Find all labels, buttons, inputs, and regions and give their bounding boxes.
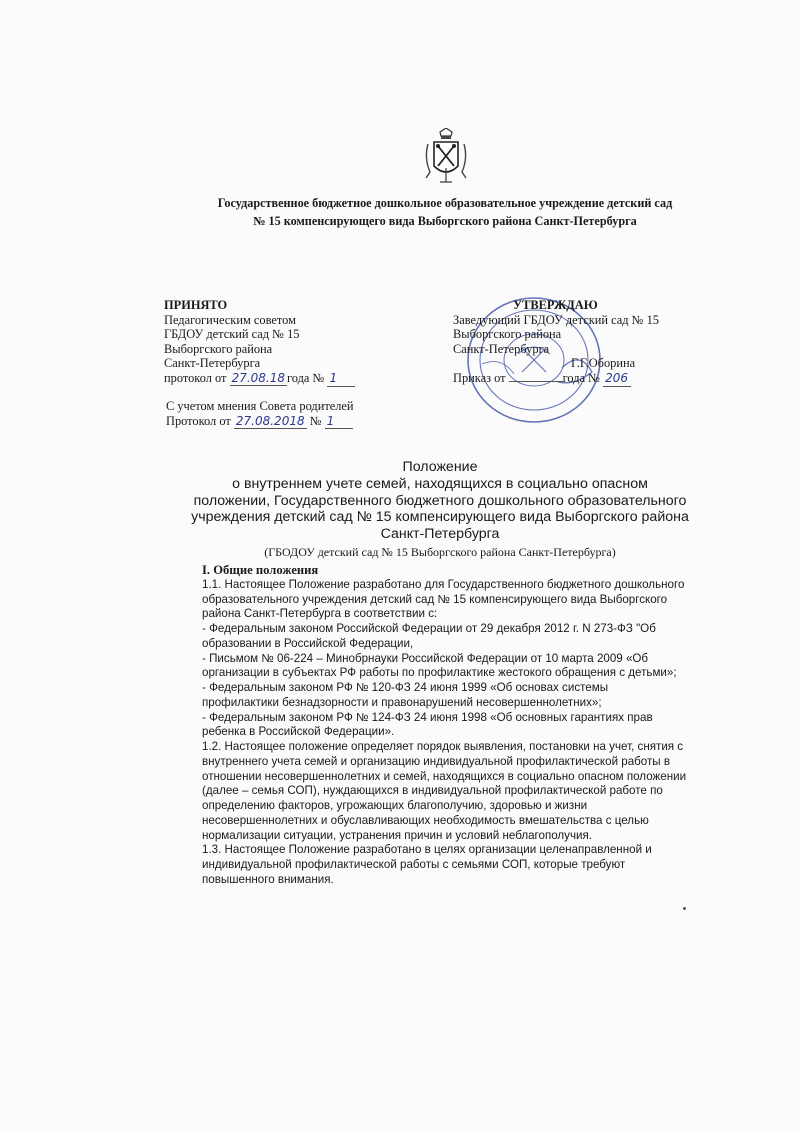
body-line: района Санкт-Петербурга в соответствии с:: [202, 607, 438, 621]
council-protocol-date: 27.08.2018: [235, 413, 305, 428]
approved-order-year-label: года №: [562, 370, 600, 385]
body-line: профилактики безнадзорности и правонарушений несовершеннолетних»;: [202, 695, 602, 709]
council-line-1: С учетом мнения Совета родителей: [166, 399, 354, 413]
parents-council-block: [166, 399, 446, 429]
org-line-2: № 15 компенсирующего вида Выборгского района Санкт-Петербурга: [253, 214, 637, 228]
org-line-1: Государственное бюджетное дошкольное образовательное учреждение детский сад: [217, 196, 673, 210]
body-line: - Федеральным законом Российской Федерации от 29 декабря 2012 г. N 273-ФЗ "Об: [202, 622, 656, 635]
body-line: - Письмом № 06-224 – Минобрнауки Российской Федерации от 10 марта 2009 «Об: [202, 651, 649, 665]
body-line: - Федеральным законом РФ № 120-ФЗ 24 июня 1999 «Об основах системы: [202, 681, 609, 694]
section-heading: I. Общие положения: [202, 563, 319, 577]
accepted-protocol-year-label: года №: [287, 370, 325, 385]
body-line: (далее – семья СОП), нуждающихся в индивидуальной профилактической работе по: [202, 784, 663, 798]
body-line: 1.1. Настоящее Положение разработано для Государственного бюджетного дошкольного: [202, 577, 685, 591]
body-line: 1.2. Настоящее положение определяет порядок выявления, постановки на учет, снятия с: [202, 740, 684, 753]
body-line: нормализации ситуации, устранения причин и условий неблагополучия.: [202, 828, 592, 842]
accepted-protocol: [164, 371, 434, 387]
title-line-4: учреждения детский сад № 15 компенсирующего вида Выборгского района: [191, 509, 689, 526]
approved-signatory-row: [453, 356, 693, 371]
accepted-protocol-date: 27.08.18: [231, 370, 286, 385]
accepted-protocol-prefix: протокол от: [164, 370, 227, 385]
body-line: образовательного учреждения детский сад № 15 компенсирующего вида Выборгского: [202, 592, 668, 606]
accepted-line-1: Педагогическим советом: [164, 312, 296, 327]
body-line: отношении несовершеннолетних и семей, находящихся в социально опасном положении: [202, 769, 687, 783]
document-title: [180, 459, 700, 560]
body-line: ребенка в Российской Федерации».: [202, 725, 395, 739]
approved-block: [453, 298, 693, 387]
title-line-5: Санкт-Петербурга: [380, 526, 500, 543]
council-protocol-prefix: Протокол от: [166, 413, 231, 428]
scan-speck: [683, 907, 686, 910]
title-line-3: положении, Государственного бюджетного дошкольного образовательного: [193, 492, 687, 509]
body-line: 1.3. Настоящее Положение разработано в целях организации целенаправленной и: [202, 843, 652, 857]
approved-heading: УТВЕРЖДАЮ: [513, 298, 598, 312]
accepted-line-4: Санкт-Петербурга: [164, 356, 261, 371]
body-line: несовершеннолетних и обуславливающих необходимость вмешательства с целью: [202, 813, 649, 827]
body-line: определению факторов, угрожающих благополучию, здоровью и жизни: [202, 799, 588, 812]
coat-of-arms-icon: [418, 128, 474, 188]
approved-order-date-line: [509, 381, 563, 382]
title-line-1: Положение: [402, 459, 478, 475]
approved-line-2: Выборгского района: [453, 327, 562, 342]
accepted-line-3: Выборгского района: [164, 341, 273, 356]
approved-line-3: Санкт-Петербурга: [453, 341, 550, 356]
organization-name: [200, 194, 690, 230]
approved-order-prefix: Приказ от: [453, 370, 506, 385]
council-protocol-number: 1: [325, 414, 353, 430]
accepted-protocol-number: 1: [327, 371, 355, 387]
council-number-label: №: [309, 413, 322, 428]
body-line: организации в субъектах РФ работы по профилактике жестокого обращения с детьми»;: [202, 666, 677, 680]
body-line: внутреннего учета семей и организацию индивидуальной профилактической работы в: [202, 754, 671, 768]
body-line: индивидуальной профилактической работы с семьями СОП, которые требуют: [202, 858, 626, 871]
document-body: [202, 563, 702, 888]
approved-order: [453, 371, 693, 387]
council-protocol: [166, 414, 446, 430]
body-line: образовании в Российской Федерации,: [202, 636, 414, 650]
accepted-block: [164, 298, 434, 387]
title-line-2: о внутреннем учете семей, находящихся в социально опасном: [232, 475, 648, 492]
accepted-heading: ПРИНЯТО: [164, 298, 228, 312]
approved-line-1: Заведующий ГБДОУ детский сад № 15: [453, 312, 659, 327]
approved-signatory: Г.Г.Оборина: [571, 356, 636, 371]
body-line: - Федеральным законом РФ № 124-ФЗ 24 июня 1998 «Об основных гарантиях прав: [202, 710, 653, 724]
approved-order-number: 206: [603, 371, 631, 387]
title-short-name: (ГБОДОУ детский сад № 15 Выборгского района Санкт-Петербурга): [264, 544, 616, 559]
accepted-line-2: ГБДОУ детский сад № 15: [164, 327, 300, 342]
body-line: повышенного внимания.: [202, 872, 334, 886]
